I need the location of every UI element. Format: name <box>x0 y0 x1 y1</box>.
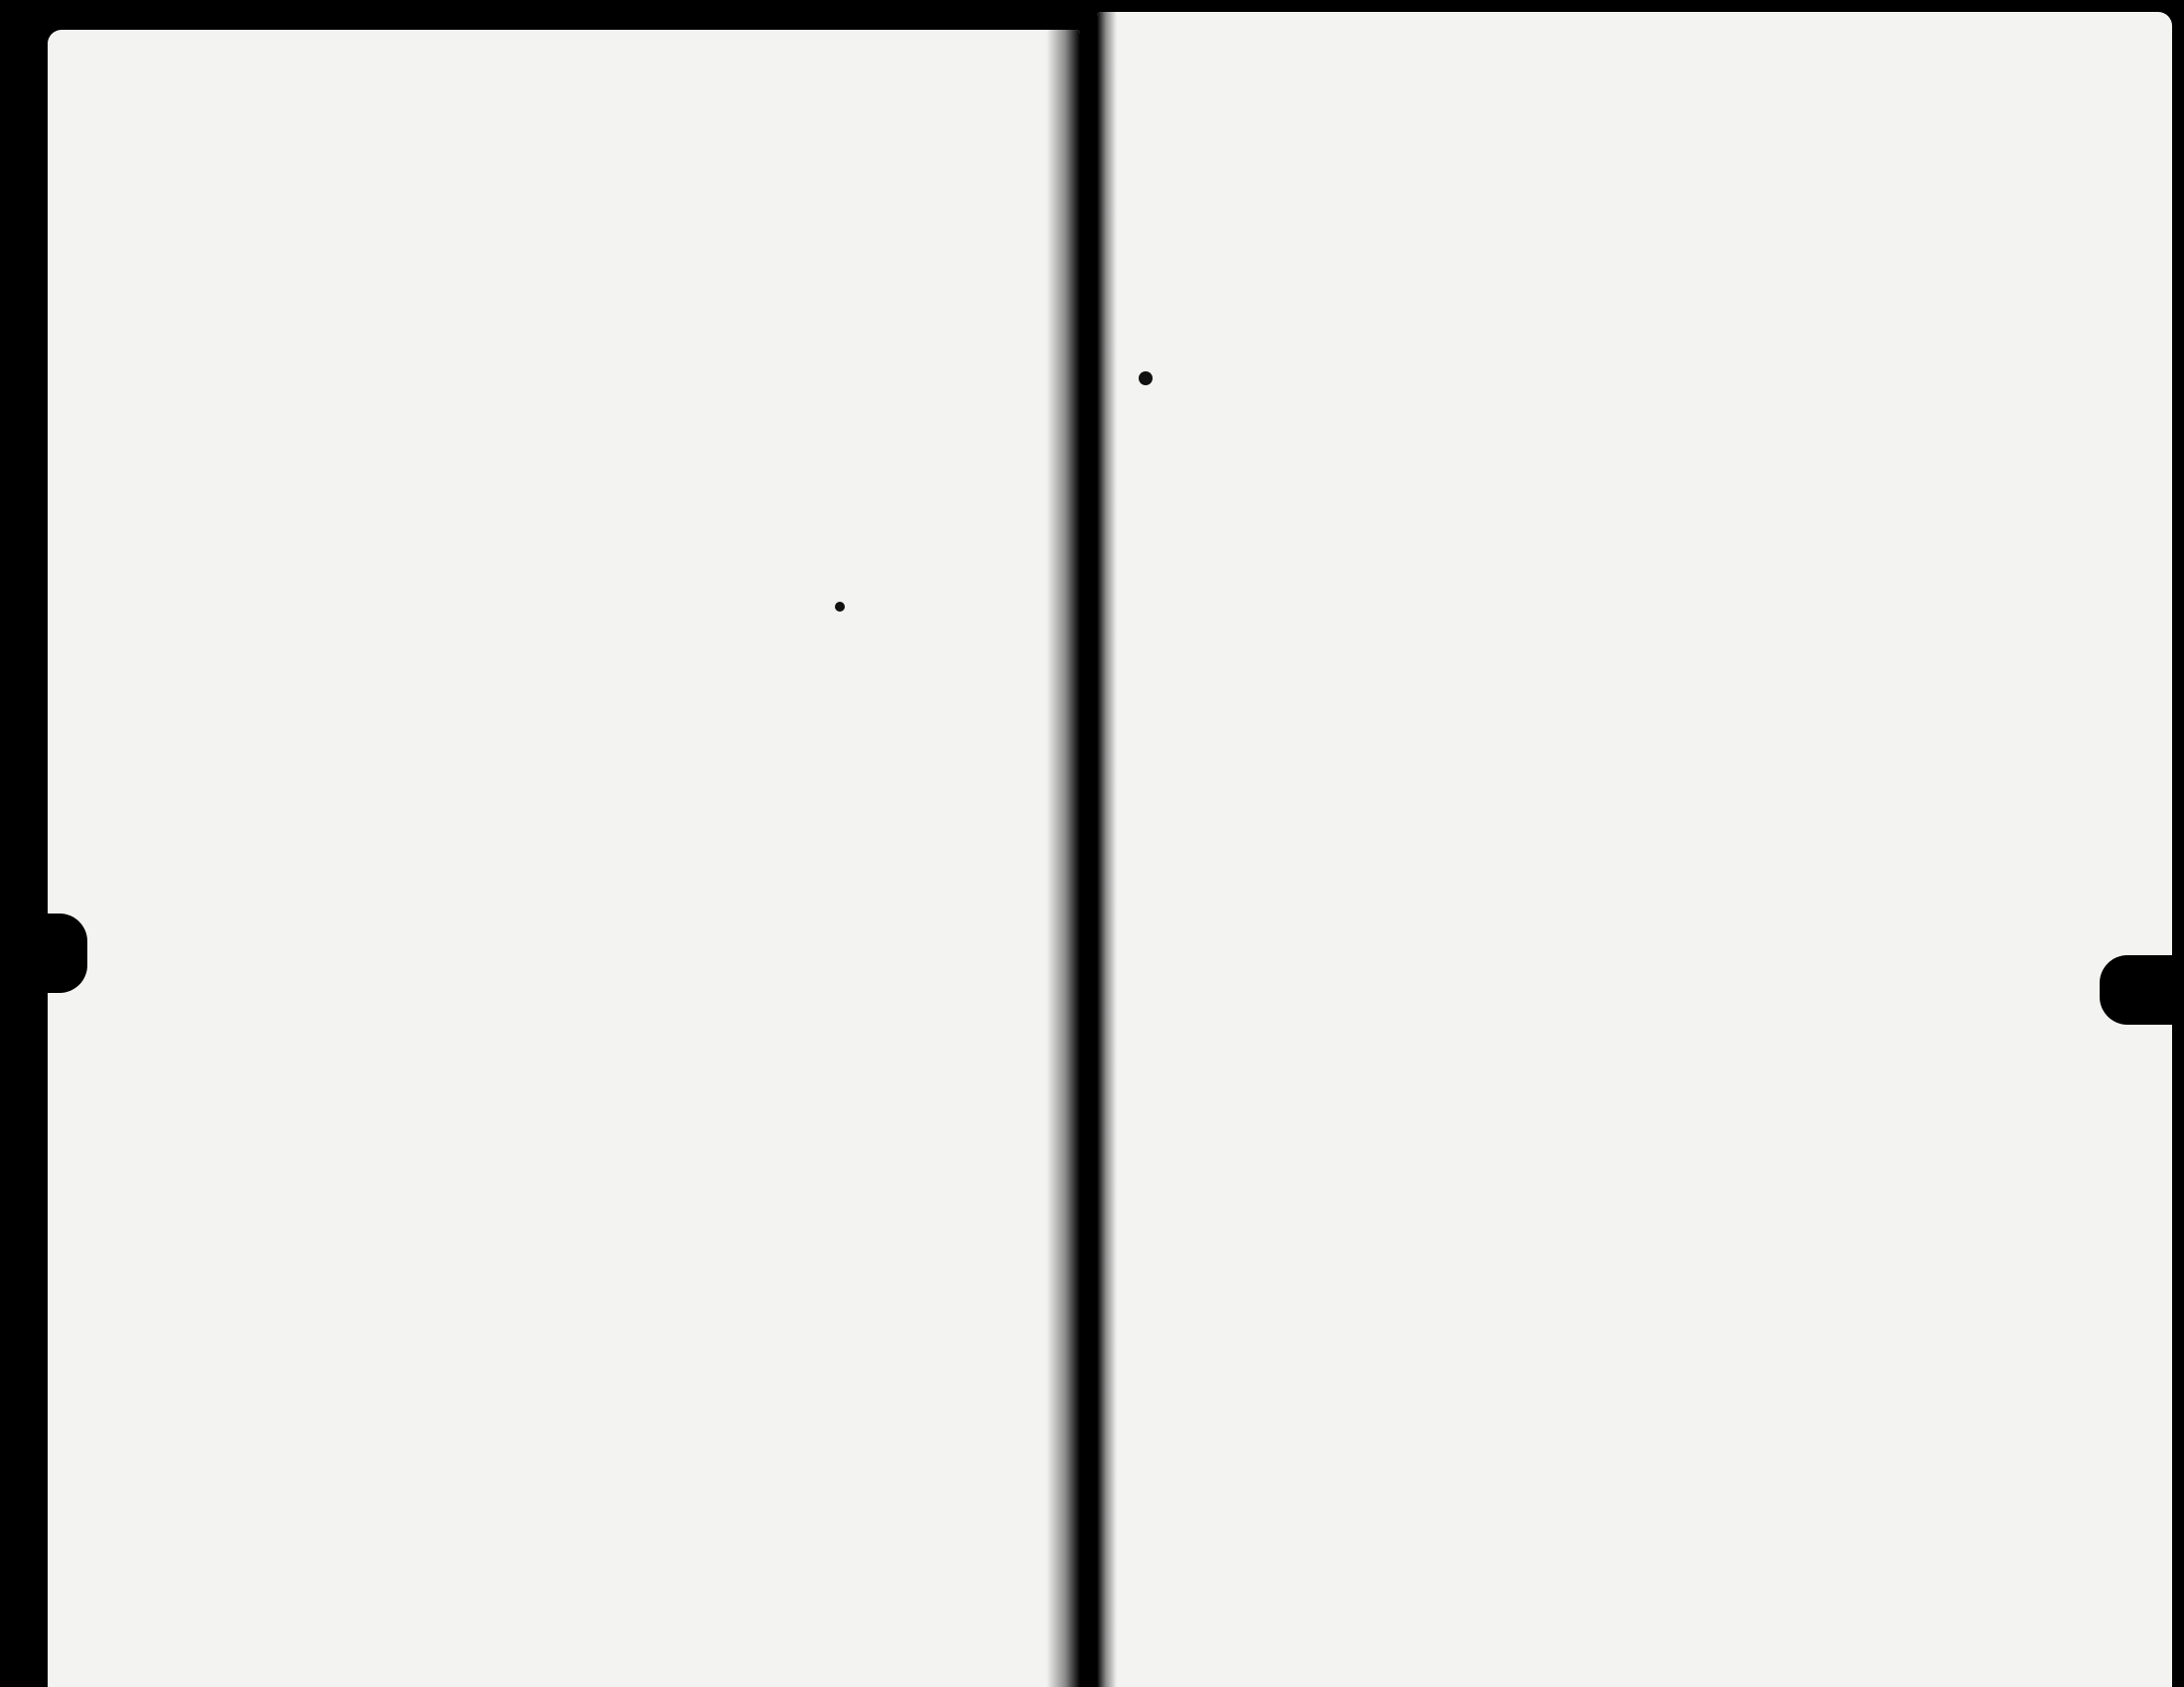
left-ledger-grid <box>48 30 1080 1687</box>
left-page <box>48 30 1080 1687</box>
page-notch <box>48 914 87 993</box>
ink-blot <box>1139 371 1153 385</box>
page-notch <box>2100 955 2172 1025</box>
right-page <box>1097 12 2172 1687</box>
ink-blot <box>835 602 845 612</box>
right-ledger-grid <box>1097 12 2172 1687</box>
